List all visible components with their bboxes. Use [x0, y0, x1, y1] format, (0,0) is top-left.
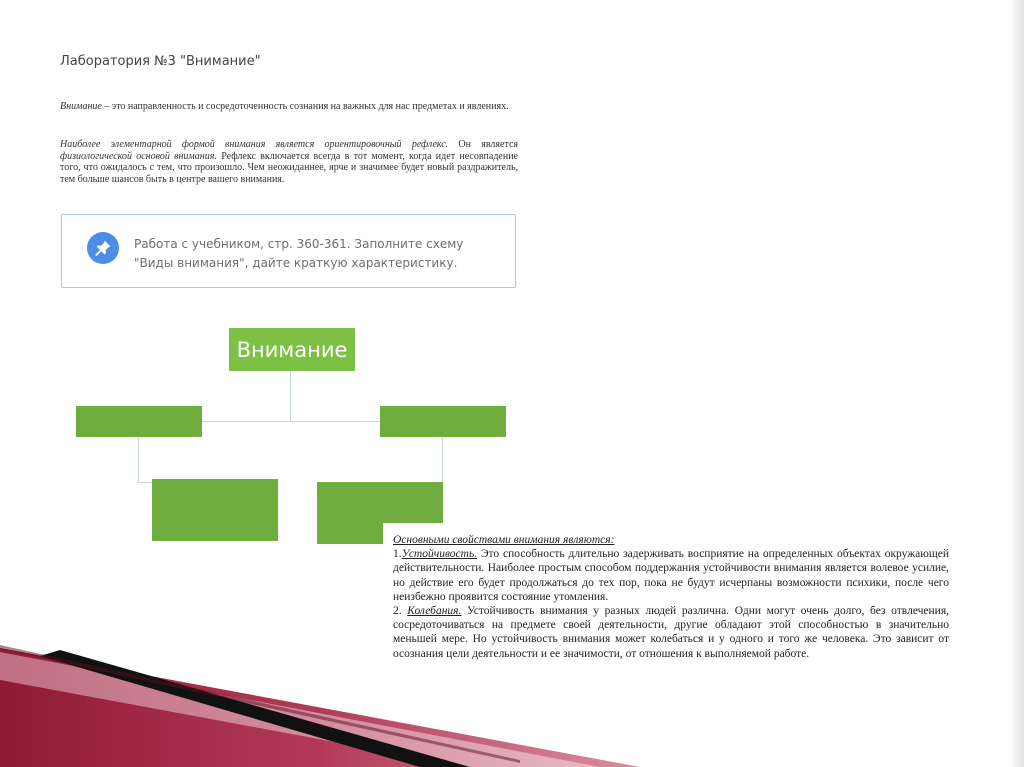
reflex-paragraph: Наиболее элементарной формой внимания является ориентировочный рефлекс. Он является физиологической основой внимания. Рефлекс включается всегда в тот момент, когда идет несовпадение того, что ожидалось с тем, что произошло. Чем неожиданнее, ярче и значимее будет новый раздражитель, тем больше шансов быть в центре вашего внимания.: [60, 139, 518, 185]
lab-title: Лаборатория №3 "Внимание": [60, 54, 261, 69]
assignment-text: Работа с учебником, стр. 360-361. Заполните схему "Виды внимания", дайте краткую характеристику.: [134, 237, 464, 270]
property-stability: 1.Устойчивость. Это способность длительно задерживать восприятие на определенных объектах окружающей действительности. Наиболее простым способом поддержания устойчивости внимания является волевое усилие, но действие его будет продолжаться до тех пор, пока не будут исчерпаны возможности психики, после чего неизбежно проявится состояние утомления.: [393, 548, 949, 603]
property-fluctuation: 2. Колебания. Устойчивость внимания у разных людей различна. Одни могут очень долго, без отвлечения, сосредоточиваться на предмете своей деятельности, другие обладают этой способностью в значительно меньшей мере. Но устойчивость внимания может колебаться и у одного и того же человека. Это зависит от осознания цели деятельности и ее значимости, от отношения к выполняемой работе.: [393, 605, 949, 660]
reflex-basis: физиологической основой внимания.: [60, 150, 217, 162]
properties-heading: Основными свойствами внимания являются:: [393, 534, 615, 546]
diagram-root-node: Внимание: [229, 328, 355, 371]
definition-text: – это направленность и сосредоточенность сознания на важных для нас предметах и явлениях.: [101, 101, 509, 112]
definition-term: Внимание: [60, 101, 102, 112]
properties-textbox: [383, 523, 973, 713]
reflex-lead: Наиболее элементарной формой внимания является ориентировочный рефлекс.: [60, 139, 449, 150]
